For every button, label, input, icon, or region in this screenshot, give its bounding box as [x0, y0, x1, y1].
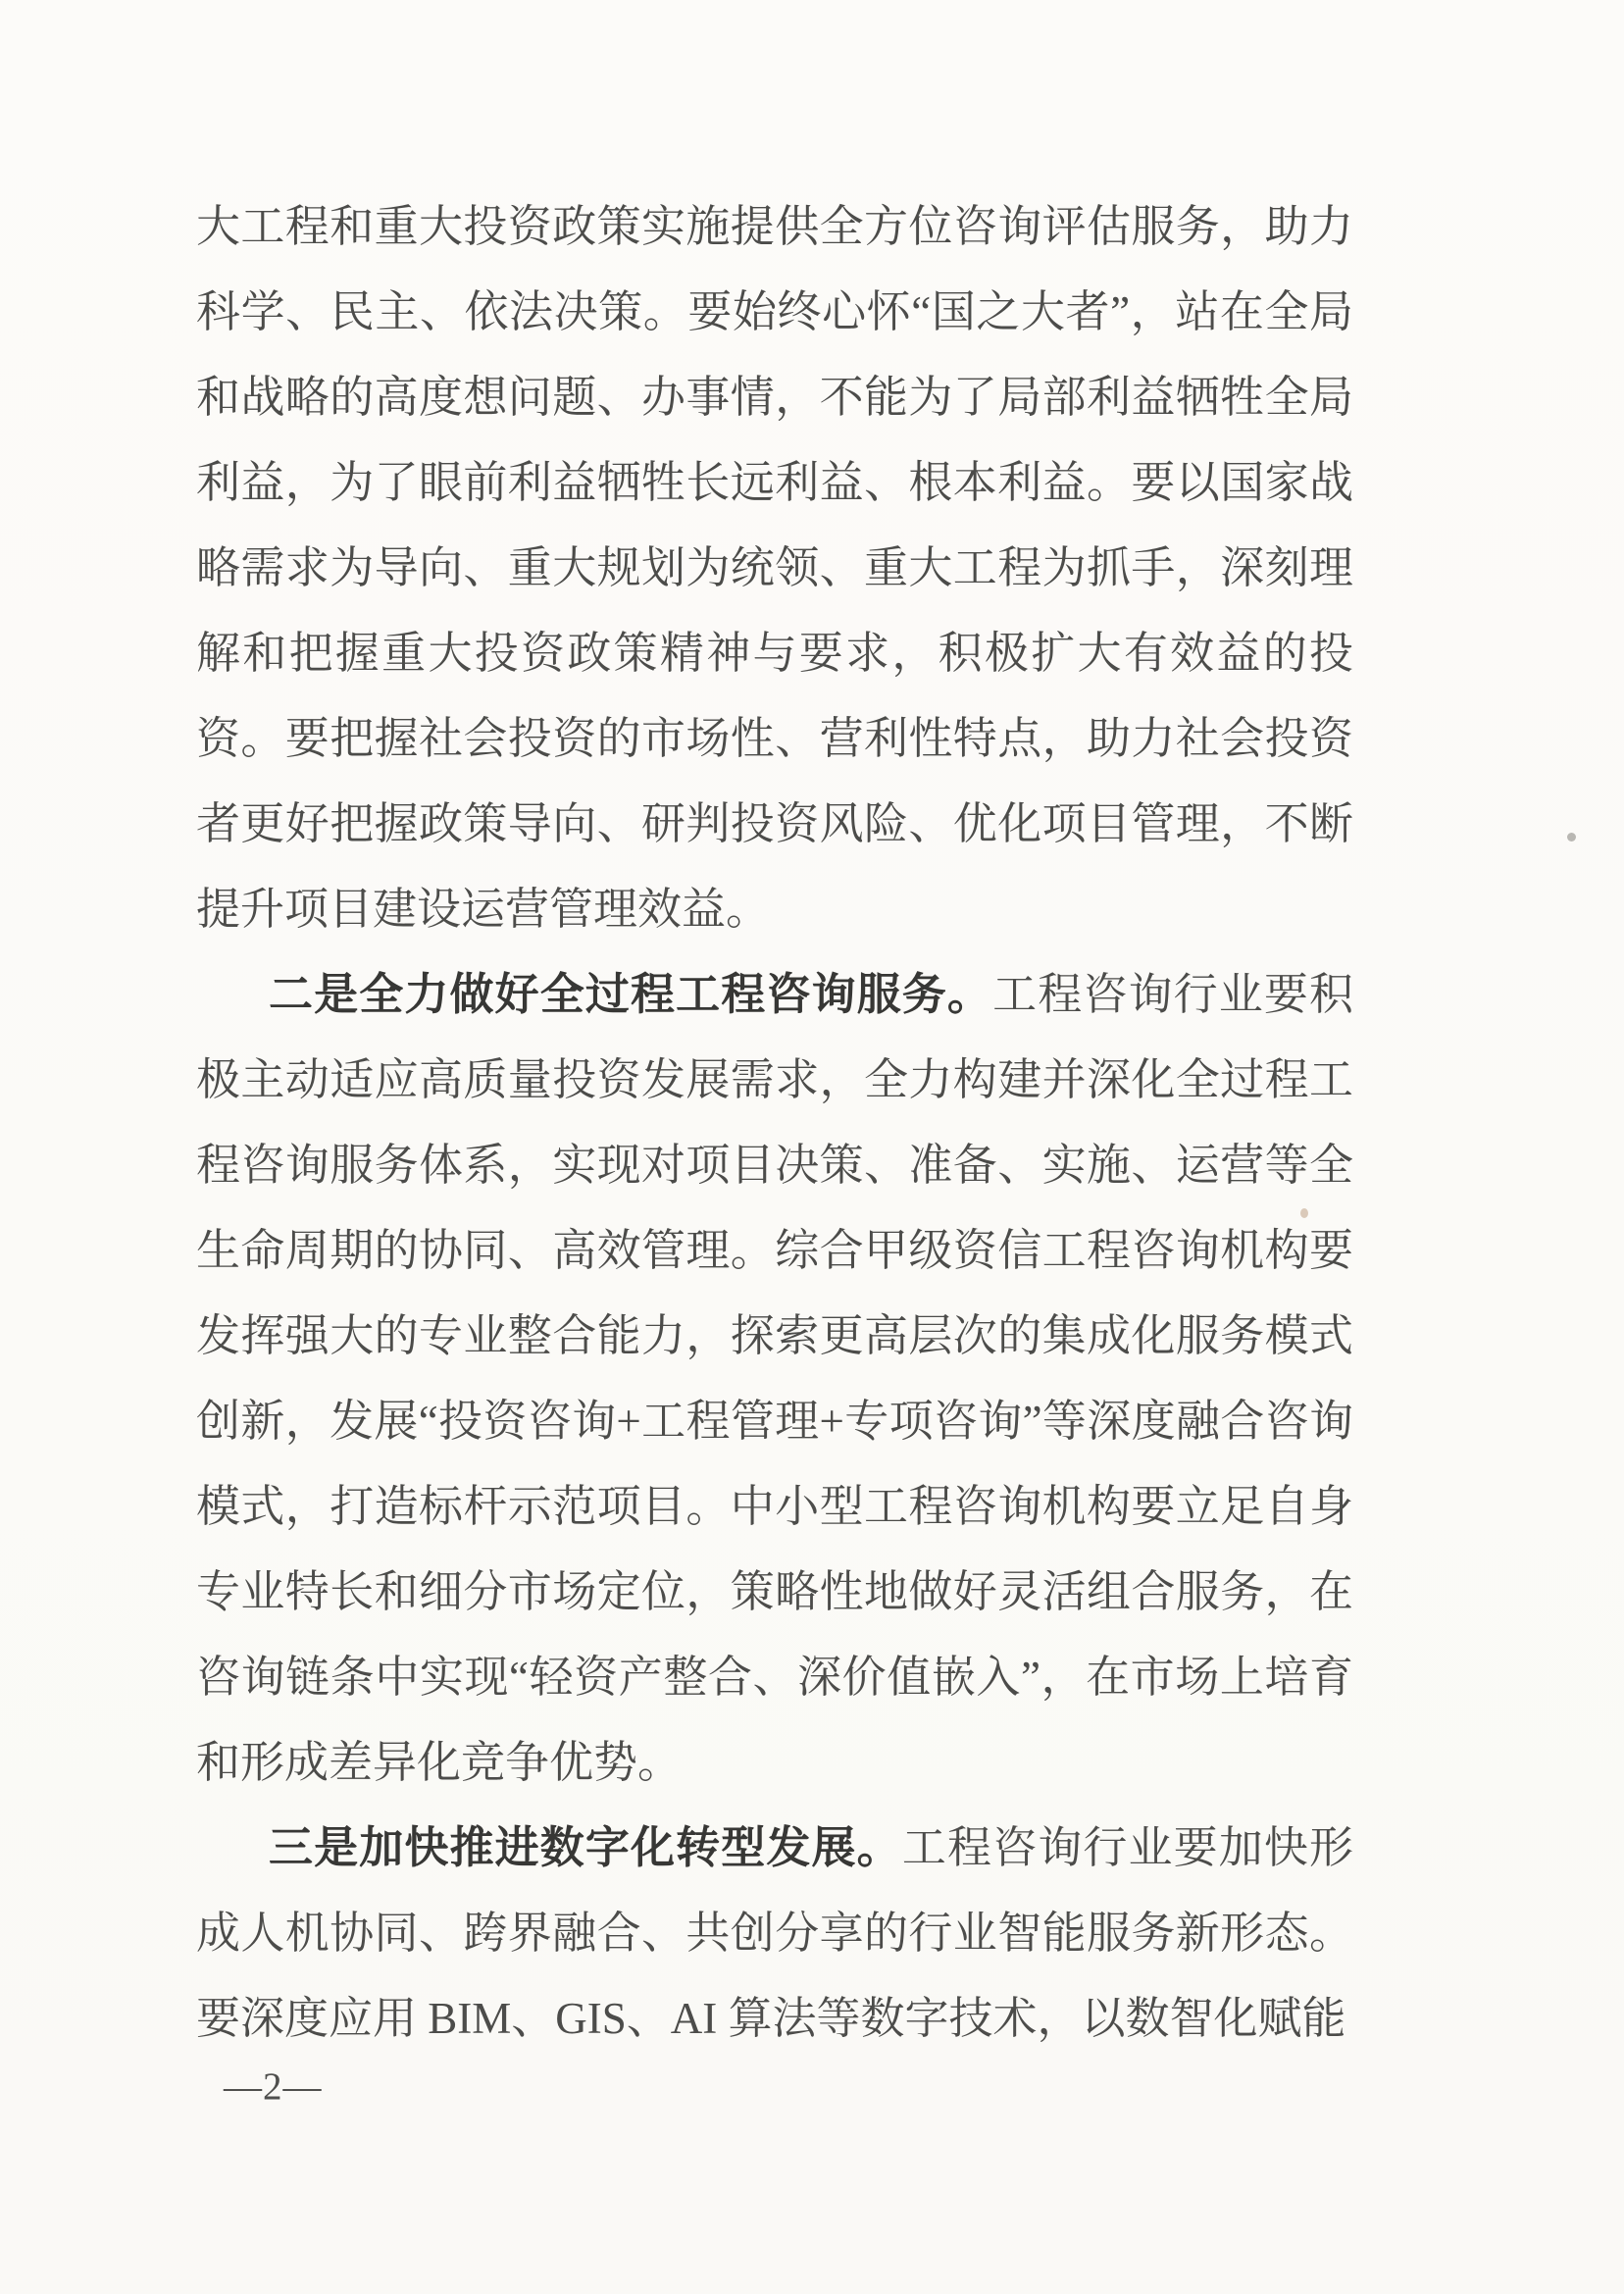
scan-speck [1567, 833, 1576, 841]
paragraph [196, 1806, 1353, 2062]
paragraph-text: 大工程和重大投资政策实施提供全方位咨询评估服务，助力科学、民主、依法决策。要始终心怀“国之大者”，站在全局和战略的高度想问题、办事情，不能为了局部利益牺牲全局利益，为了眼前利益牺牲长远利益、根本利益。要以国家战略需求为导向、重大规划为统领、重大工程为抓手，深刻理解和把握重大投资政策精神与要求，积极扩大有效益的投资。要把握社会投资的市场性、营利性特点，助力社会投资者更好把握政策导向、研判投资风险、优化项目管理，不断提升项目建设运营管理效益。 [196, 202, 1353, 934]
paragraph-lead-bold: 三是加快推进数字化转型发展。 [269, 1823, 902, 1872]
scan-speck [1300, 1208, 1308, 1218]
paragraph [196, 184, 1353, 952]
paragraph-lead-bold: 二是全力做好全过程工程咨询服务。 [269, 970, 993, 1019]
page-number: —2— [224, 2065, 323, 2108]
document-body [196, 184, 1353, 2062]
paragraph [196, 952, 1353, 1806]
paragraph-text: 工程咨询行业要加快形成人机协同、跨界融合、共创分享的行业智能服务新形态。要深度应用 BIM、GIS、AI 算法等数字技术，以数智化赋能 [196, 1823, 1353, 2043]
paragraph-text: 工程咨询行业要积极主动适应高质量投资发展需求，全力构建并深化全过程工程咨询服务体系，实现对项目决策、准备、实施、运营等全生命周期的协同、高效管理。综合甲级资信工程咨询机构要发挥强大的专业整合能力，探索更高层次的集成化服务模式创新，发展“投资咨询+工程管理+专项咨询”等深度融合咨询模式，打造标杆示范项目。中小型工程咨询机构要立足自身专业特长和细分市场定位，策略性地做好灵活组合服务，在咨询链条中实现“轻资产整合、深价值嵌入”，在市场上培育和形成差异化竞争优势。 [196, 970, 1353, 1787]
